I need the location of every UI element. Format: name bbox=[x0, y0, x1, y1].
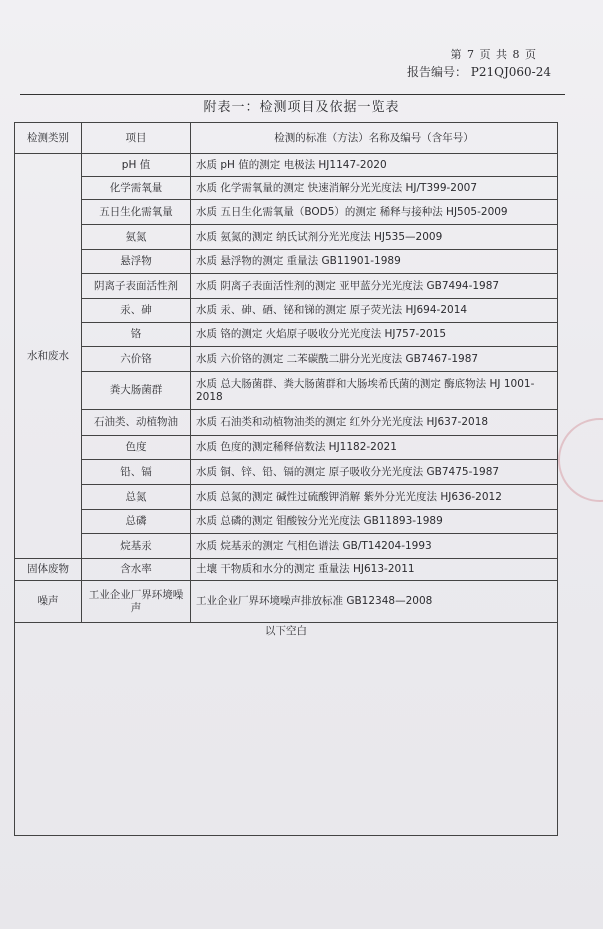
item-cell: 工业企业厂界环境噪声 bbox=[82, 581, 191, 623]
standard-cell: 水质 铬的测定 火焰原子吸收分光光度法 HJ757-2015 bbox=[191, 323, 558, 347]
standard-cell: 水质 铜、锌、铅、镉的测定 原子吸收分光光度法 GB7475-1987 bbox=[191, 460, 558, 485]
standard-cell: 水质 总大肠菌群、粪大肠菌群和大肠埃希氏菌的测定 酶底物法 HJ 1001-2018 bbox=[191, 372, 558, 410]
table-row bbox=[15, 510, 558, 534]
table-row bbox=[15, 177, 558, 200]
standard-cell: 水质 汞、砷、硒、铋和锑的测定 原子荧光法 HJ694-2014 bbox=[191, 299, 558, 323]
item-cell: 六价铬 bbox=[82, 347, 191, 372]
item-cell: 悬浮物 bbox=[82, 250, 191, 274]
item-cell: 含水率 bbox=[82, 559, 191, 581]
standard-cell: 水质 石油类和动植物油类的测定 红外分光光度法 HJ637-2018 bbox=[191, 410, 558, 436]
header-standard: 检测的标准（方法）名称及编号（含年号） bbox=[191, 123, 558, 154]
table-row bbox=[15, 200, 558, 225]
footer-note: 以下空白 bbox=[15, 623, 558, 836]
table-row bbox=[15, 299, 558, 323]
item-cell: 总氮 bbox=[82, 485, 191, 510]
table-title: 附表一：检测项目及依据一览表 bbox=[203, 100, 400, 115]
table-row bbox=[15, 274, 558, 299]
table-row bbox=[15, 559, 558, 581]
standard-cell: 水质 pH 值的测定 电极法 HJ1147-2020 bbox=[191, 154, 558, 177]
item-cell: 汞、砷 bbox=[82, 299, 191, 323]
table-row bbox=[15, 460, 558, 485]
item-cell: 烷基汞 bbox=[82, 534, 191, 559]
category-cell: 固体废物 bbox=[15, 559, 82, 581]
standard-cell: 水质 六价铬的测定 二苯碳酰二肼分光光度法 GB7467-1987 bbox=[191, 347, 558, 372]
standard-cell: 水质 总氮的测定 碱性过硫酸钾消解 紫外分光光度法 HJ636-2012 bbox=[191, 485, 558, 510]
table-row bbox=[15, 372, 558, 410]
table-row bbox=[15, 225, 558, 250]
red-seal-stamp bbox=[558, 418, 603, 502]
standard-cell: 土壤 干物质和水分的测定 重量法 HJ613-2011 bbox=[191, 559, 558, 581]
table-row bbox=[15, 410, 558, 436]
header-item: 项目 bbox=[82, 123, 191, 154]
item-cell: 铅、镉 bbox=[82, 460, 191, 485]
table-row bbox=[15, 534, 558, 559]
standard-cell: 水质 色度的测定稀释倍数法 HJ1182-2021 bbox=[191, 436, 558, 460]
item-cell: 粪大肠菌群 bbox=[82, 372, 191, 410]
standard-cell: 水质 阴离子表面活性剂的测定 亚甲蓝分光光度法 GB7494-1987 bbox=[191, 274, 558, 299]
header-category: 检测类别 bbox=[15, 123, 82, 154]
standard-cell: 水质 五日生化需氧量（BOD5）的测定 稀释与接种法 HJ505-2009 bbox=[191, 200, 558, 225]
category-cell: 水和废水 bbox=[15, 154, 82, 559]
standard-cell: 水质 悬浮物的测定 重量法 GB11901-1989 bbox=[191, 250, 558, 274]
table-row bbox=[15, 347, 558, 372]
item-cell: 石油类、动植物油 bbox=[82, 410, 191, 436]
table-row bbox=[15, 154, 558, 177]
table-row bbox=[15, 436, 558, 460]
table-row bbox=[15, 323, 558, 347]
standard-cell: 水质 氨氮的测定 纳氏试剂分光光度法 HJ535—2009 bbox=[191, 225, 558, 250]
standard-cell: 水质 烷基汞的测定 气相色谱法 GB/T14204-1993 bbox=[191, 534, 558, 559]
item-cell: pH 值 bbox=[82, 154, 191, 177]
header-rule bbox=[20, 94, 565, 95]
item-cell: 五日生化需氧量 bbox=[82, 200, 191, 225]
item-cell: 氨氮 bbox=[82, 225, 191, 250]
page-number: 第 7 页 共 8 页 bbox=[450, 48, 537, 61]
category-cell: 噪声 bbox=[15, 581, 82, 623]
report-number: 报告编号： P21QJ060-24 bbox=[406, 65, 551, 79]
table-header-row bbox=[15, 123, 558, 154]
item-cell: 总磷 bbox=[82, 510, 191, 534]
item-cell: 化学需氧量 bbox=[82, 177, 191, 200]
item-cell: 色度 bbox=[82, 436, 191, 460]
item-cell: 阴离子表面活性剂 bbox=[82, 274, 191, 299]
table-footer-row bbox=[15, 623, 558, 836]
inspection-table bbox=[14, 122, 558, 836]
table-row bbox=[15, 581, 558, 623]
standard-cell: 工业企业厂界环境噪声排放标准 GB12348—2008 bbox=[191, 581, 558, 623]
table-row bbox=[15, 250, 558, 274]
standard-cell: 水质 总磷的测定 钼酸铵分光光度法 GB11893-1989 bbox=[191, 510, 558, 534]
table-row bbox=[15, 485, 558, 510]
standard-cell: 水质 化学需氧量的测定 快速消解分光光度法 HJ/T399-2007 bbox=[191, 177, 558, 200]
item-cell: 铬 bbox=[82, 323, 191, 347]
